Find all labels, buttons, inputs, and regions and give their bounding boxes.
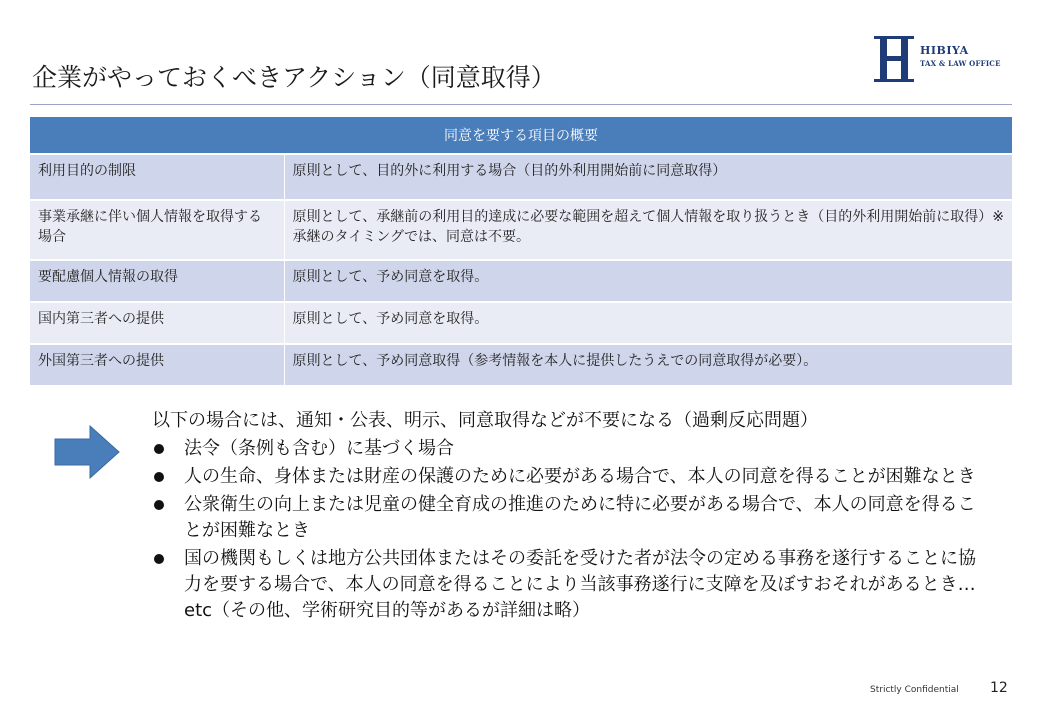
slide-title: 企業がやっておくべきアクション（同意取得）: [32, 63, 556, 92]
exemption-notes: [152, 408, 982, 626]
exemption-list: [152, 436, 982, 624]
list-item: [152, 546, 982, 624]
consent-overview-table: [30, 117, 1012, 387]
row-item: 利用目的の制限: [30, 154, 284, 200]
title-divider: [30, 104, 1012, 105]
page-number: 12: [990, 680, 1008, 696]
table-row: [30, 260, 1012, 302]
confidential-label: Strictly Confidential: [870, 685, 959, 695]
table-row: [30, 344, 1012, 386]
row-detail: 原則として、予め同意を取得。: [284, 260, 1012, 302]
row-detail: 原則として、予め同意を取得。: [284, 302, 1012, 344]
logo-wordmark: [920, 45, 1001, 67]
row-item: 外国第三者への提供: [30, 344, 284, 386]
list-item-text: 国の機関もしくは地方公共団体またはその委託を受けた者が法令の定める事務を遂行することに協力を要する場合で、本人の同意を得ることにより当該事務遂行に支障を及ぼすおそれがあるとき…etc（その他、学術研究目的等があるが詳細は略）: [184, 548, 976, 621]
bullet-icon: [154, 472, 164, 482]
right-arrow-icon: [54, 425, 120, 479]
logo-line-1: HIBIYA: [920, 44, 969, 57]
row-detail: 原則として、承継前の利用目的達成に必要な範囲を超えて個人情報を取り扱うとき（目的外利用開始前に取得）※承継のタイミングでは、同意は不要。: [284, 200, 1012, 260]
row-detail: 原則として、目的外に利用する場合（目的外利用開始前に同意取得）: [284, 154, 1012, 200]
table-row: [30, 302, 1012, 344]
row-item: 事業承継に伴い個人情報を取得する場合: [30, 200, 284, 260]
table-header: 同意を要する項目の概要: [30, 117, 1012, 154]
table-row: [30, 200, 1012, 260]
row-item: 国内第三者への提供: [30, 302, 284, 344]
list-item: [152, 492, 982, 544]
table-row: [30, 154, 1012, 200]
row-item: 要配慮個人情報の取得: [30, 260, 284, 302]
bullet-icon: [154, 554, 164, 564]
list-item-text: 人の生命、身体または財産の保護のために必要がある場合で、本人の同意を得ることが困難なとき: [184, 466, 976, 487]
bullet-icon: [154, 444, 164, 454]
row-detail: 原則として、予め同意取得（参考情報を本人に提供したうえでの同意取得が必要）。: [284, 344, 1012, 386]
bullet-icon: [154, 500, 164, 510]
logo-line-2: TAX & LAW OFFICE: [920, 59, 1001, 68]
company-logo: [874, 36, 1024, 82]
list-item: [152, 436, 982, 462]
notes-intro: 以下の場合には、通知・公表、明示、同意取得などが不要になる（過剰反応問題）: [152, 410, 818, 431]
logo-h-mark-icon: [874, 36, 914, 82]
list-item-text: 公衆衛生の向上または児童の健全育成の推進のために特に必要がある場合で、本人の同意を得ることが困難なとき: [184, 494, 976, 541]
list-item-text: 法令（条例も含む）に基づく場合: [184, 438, 454, 459]
list-item: [152, 464, 982, 490]
